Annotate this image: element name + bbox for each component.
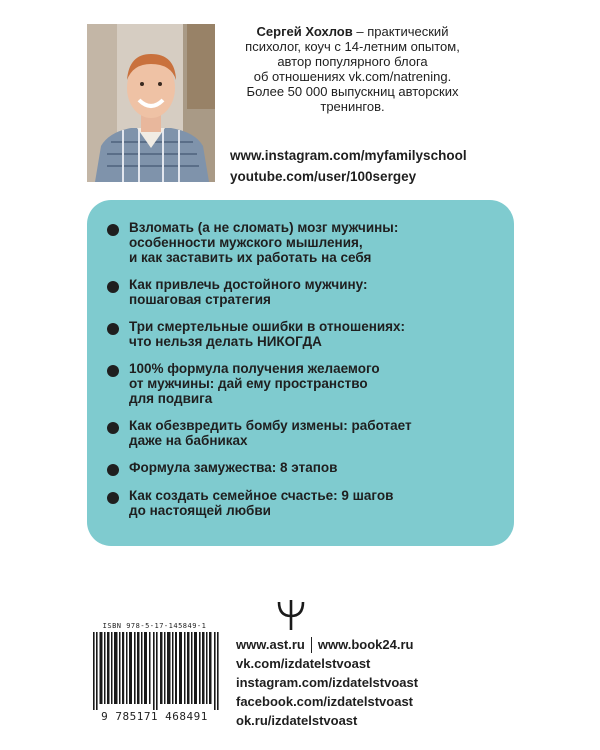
author-portrait-image bbox=[87, 24, 215, 182]
bullet-icon bbox=[107, 281, 119, 293]
separator bbox=[311, 637, 312, 653]
bullet-icon bbox=[107, 422, 119, 434]
author-bio-line: психолог, коуч с 14-летним опытом, bbox=[245, 39, 460, 54]
book24-link[interactable]: www.book24.ru bbox=[317, 637, 414, 652]
list-item bbox=[107, 418, 500, 448]
list-item-text: Как привлечь достойного мужчину: пошаговая стратегия bbox=[129, 277, 368, 307]
list-item-text: 100% формула получения желаемого от мужчины: дай ему пространство для подвига bbox=[129, 361, 380, 406]
list-item-text: Как создать семейное счастье: 9 шагов до настоящей любви bbox=[129, 488, 394, 518]
vk-link[interactable]: vk.com/izdatelstvoast bbox=[236, 656, 371, 671]
author-bio-line: тренингов. bbox=[320, 99, 385, 114]
barcode-bars bbox=[93, 632, 219, 710]
publisher-links bbox=[236, 635, 476, 730]
list-item bbox=[107, 488, 500, 518]
list-item bbox=[107, 319, 500, 349]
list-item bbox=[107, 220, 500, 265]
isbn-label: ISBN 978-5-17-145849-1 bbox=[102, 622, 207, 630]
publisher-logo-psi-icon bbox=[275, 598, 307, 632]
author-name: Сергей Хохлов bbox=[256, 24, 353, 39]
list-item bbox=[107, 361, 500, 406]
list-item-text: Формула замужества: 8 этапов bbox=[129, 460, 338, 475]
list-item-text: Три смертельные ошибки в отношениях: что нельзя делать НИКОГДА bbox=[129, 319, 406, 349]
author-bio bbox=[230, 24, 475, 114]
publisher-instagram-link[interactable]: instagram.com/izdatelstvoast bbox=[236, 675, 419, 690]
bullet-icon bbox=[107, 323, 119, 335]
bullet-icon bbox=[107, 224, 119, 236]
youtube-link[interactable]: youtube.com/user/100sergey bbox=[230, 169, 417, 184]
features-list bbox=[107, 220, 500, 530]
bullet-icon bbox=[107, 492, 119, 504]
facebook-link[interactable]: facebook.com/izdatelstvoast bbox=[236, 694, 413, 709]
bullet-icon bbox=[107, 365, 119, 377]
list-item-text: Как обезвредить бомбу измены: работает даже на бабниках bbox=[129, 418, 412, 448]
features-panel bbox=[87, 200, 514, 546]
author-bio-line: Более 50 000 выпускниц авторских bbox=[246, 84, 459, 99]
ean-number: 9 785171 468491 bbox=[101, 710, 208, 723]
publisher-site-link[interactable]: www.ast.ru bbox=[236, 637, 305, 652]
author-photo bbox=[87, 24, 215, 182]
ok-link[interactable]: ok.ru/izdatelstvoast bbox=[236, 713, 358, 728]
list-item-text: Взломать (а не сломать) мозг мужчины: особенности мужского мышления, и как заставить их работать на себя bbox=[129, 220, 399, 265]
bullet-icon bbox=[107, 464, 119, 476]
author-bio-line: автор популярного блога bbox=[277, 54, 428, 69]
instagram-link[interactable]: www.instagram.com/myfamilyschool bbox=[230, 148, 467, 163]
author-bio-line: об отношениях vk.com/natrening. bbox=[253, 69, 452, 84]
author-bio-line: – практический bbox=[352, 24, 449, 39]
list-item bbox=[107, 277, 500, 307]
author-social-links bbox=[230, 145, 490, 187]
barcode bbox=[87, 622, 222, 726]
list-item bbox=[107, 460, 500, 476]
